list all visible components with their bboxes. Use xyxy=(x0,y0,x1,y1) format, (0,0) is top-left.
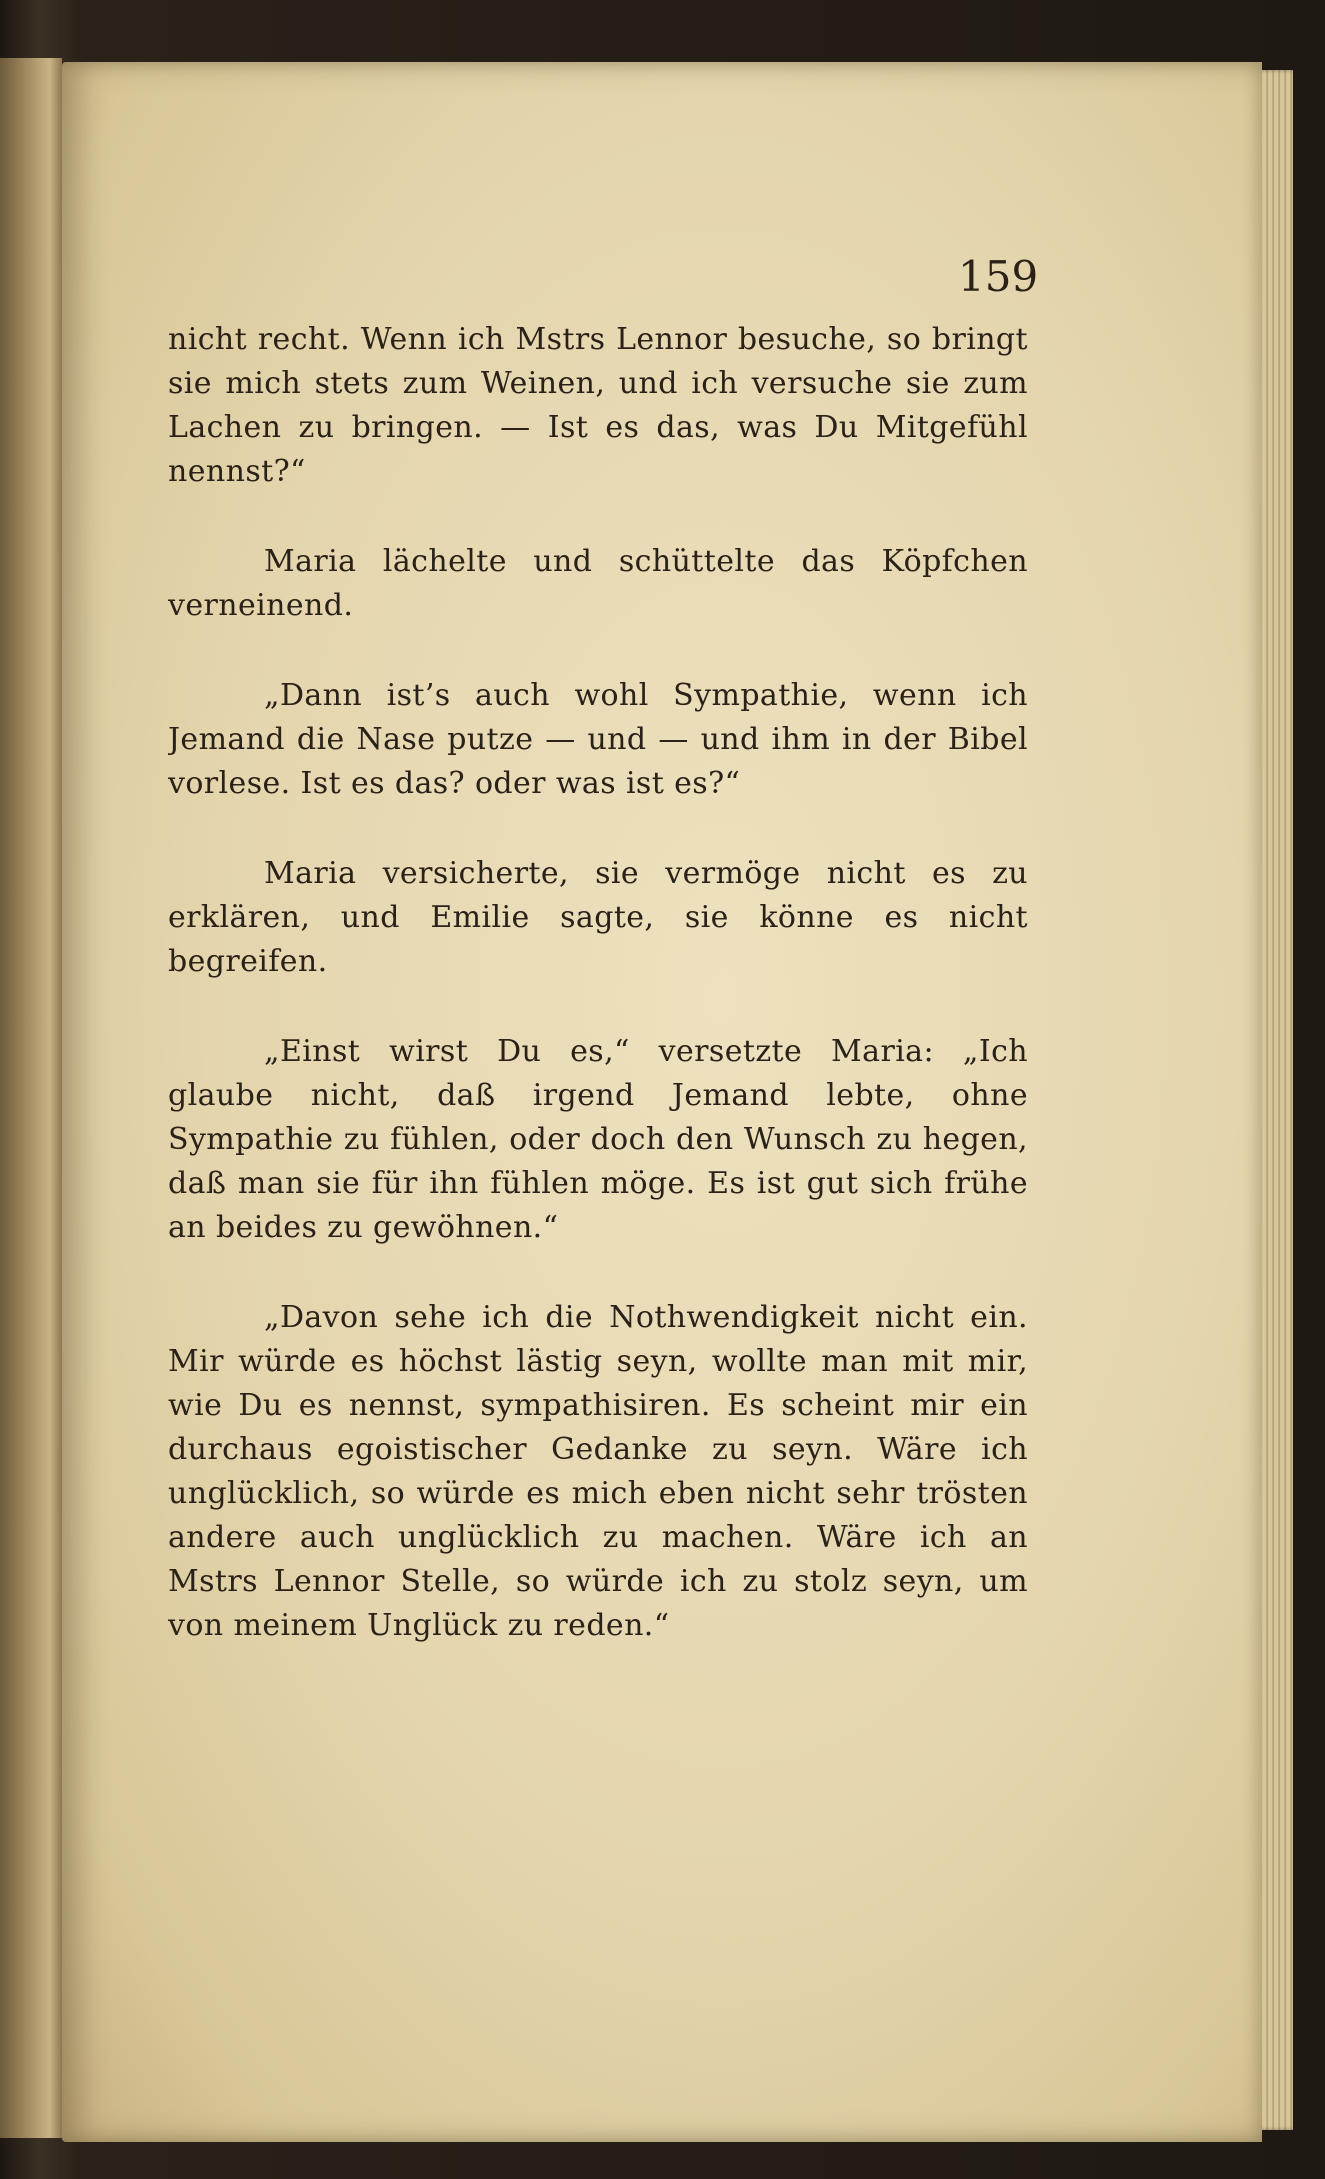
paragraph-2: Maria lächelte und schüttelte das Köpfchen verneinend. xyxy=(168,544,1028,623)
paragraph-3: „Dann ist’s auch wohl Sympathie, wenn ich Jemand die Nase putze — und — und ihm in der Bibel vorlese. Ist es das? oder was ist es?“ xyxy=(168,678,1028,801)
paragraph-4: Maria versicherte, sie vermöge nicht es zu erklären, und Emilie sagte, sie könne es nicht begreifen. xyxy=(168,856,1028,979)
facing-page-edge xyxy=(0,58,64,2138)
paragraph-1: nicht recht. Wenn ich Mstrs Lennor besuche, so bringt sie mich stets zum Weinen, und ich versuche sie zum Lachen zu bringen. — Ist es das, was Du Mitgefühl nennst?“ xyxy=(168,322,1028,489)
page-number: 159 xyxy=(958,252,1039,301)
page-body-text xyxy=(168,318,1028,1878)
paragraph-5: „Einst wirst Du es,“ versetzte Maria: „Ich glaube nicht, daß irgend Jemand lebte, ohne Sympathie zu fühlen, oder doch den Wunsch zu hegen, daß man sie für ihn fühlen möge. Es ist gut sich frühe an beides zu gewöhnen.“ xyxy=(168,1034,1028,1245)
paragraph-6: „Davon sehe ich die Nothwendigkeit nicht ein. Mir würde es höchst lästig seyn, wollte man mit mir, wie Du es nennst, sympathisiren. Es scheint mir ein durchaus egoistischer Gedanke zu seyn. Wäre ich unglücklich, so würde es mich eben nicht sehr trösten andere auch unglücklich zu machen. Wäre ich an Mstrs Lennor Stelle, so würde ich zu stolz seyn, um von meinem Unglück zu reden.“ xyxy=(168,1300,1028,1643)
